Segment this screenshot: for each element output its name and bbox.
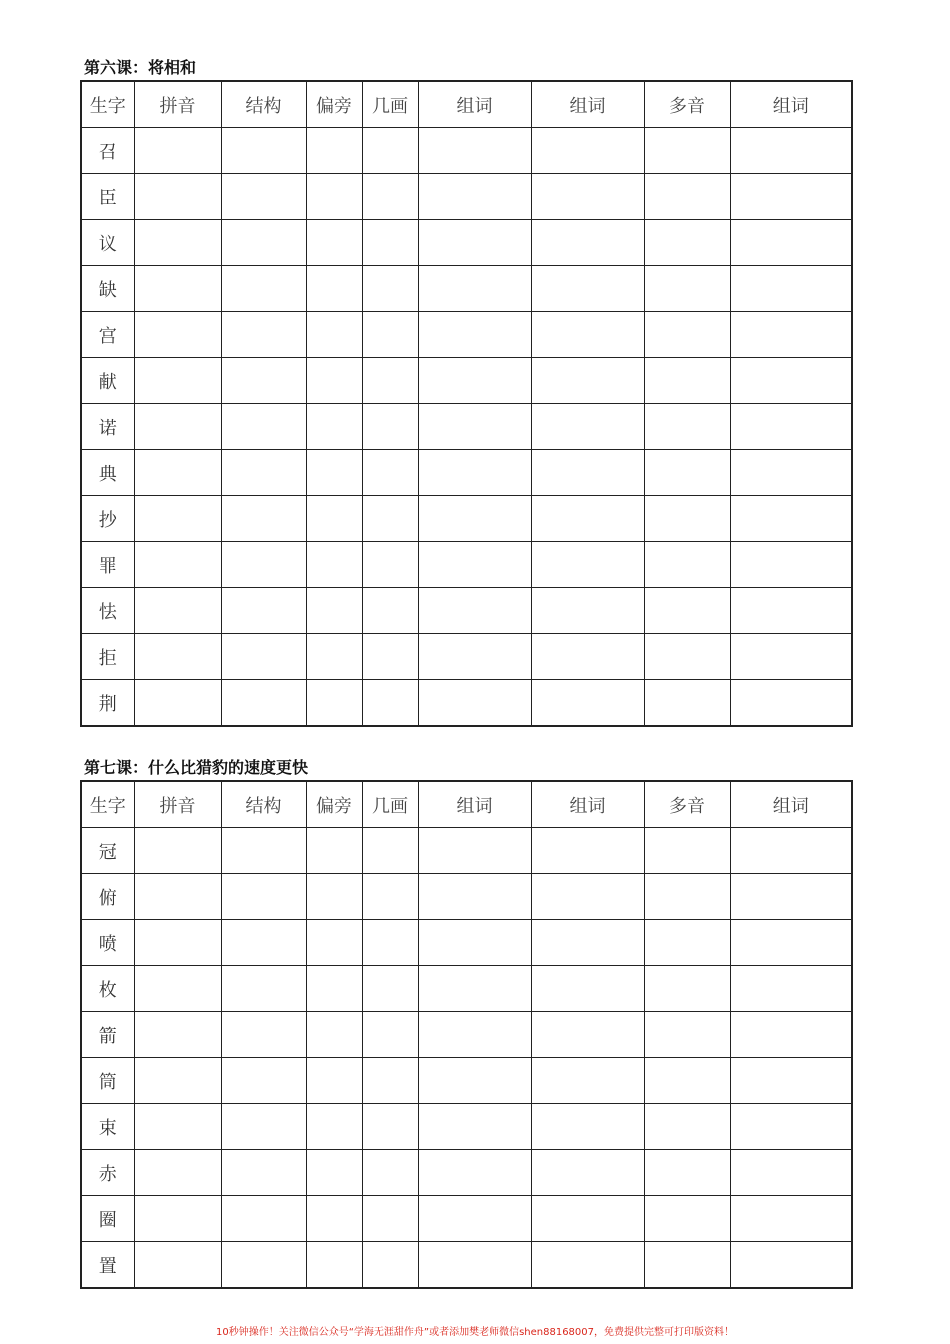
- character-cell: 宫: [81, 312, 134, 358]
- answer-cell[interactable]: [730, 266, 852, 312]
- answer-cell[interactable]: [730, 1150, 852, 1196]
- column-header: 多音: [644, 781, 730, 828]
- answer-cell[interactable]: [644, 358, 730, 404]
- answer-cell[interactable]: [134, 128, 221, 174]
- answer-cell[interactable]: [134, 634, 221, 680]
- table-row: [81, 634, 852, 680]
- answer-cell[interactable]: [730, 588, 852, 634]
- answer-cell[interactable]: [644, 542, 730, 588]
- answer-cell[interactable]: [221, 634, 306, 680]
- answer-cell[interactable]: [362, 588, 418, 634]
- answer-cell[interactable]: [531, 588, 644, 634]
- answer-cell[interactable]: [134, 1196, 221, 1242]
- answer-cell[interactable]: [418, 874, 531, 920]
- answer-cell[interactable]: [418, 542, 531, 588]
- answer-cell[interactable]: [644, 496, 730, 542]
- answer-cell[interactable]: [306, 874, 362, 920]
- answer-cell[interactable]: [221, 358, 306, 404]
- character-cell: 圈: [81, 1196, 134, 1242]
- answer-cell[interactable]: [531, 496, 644, 542]
- answer-cell[interactable]: [644, 966, 730, 1012]
- character-cell: 抄: [81, 496, 134, 542]
- answer-cell[interactable]: [221, 220, 306, 266]
- answer-cell[interactable]: [418, 1012, 531, 1058]
- column-header: 组词: [531, 81, 644, 128]
- answer-cell[interactable]: [644, 634, 730, 680]
- character-cell: 俯: [81, 874, 134, 920]
- column-header: 偏旁: [306, 781, 362, 828]
- answer-cell[interactable]: [134, 680, 221, 727]
- answer-cell[interactable]: [730, 542, 852, 588]
- answer-cell[interactable]: [134, 966, 221, 1012]
- answer-cell[interactable]: [134, 1150, 221, 1196]
- answer-cell[interactable]: [306, 588, 362, 634]
- answer-cell[interactable]: [362, 220, 418, 266]
- answer-cell[interactable]: [644, 404, 730, 450]
- column-header: 结构: [221, 781, 306, 828]
- answer-cell[interactable]: [531, 312, 644, 358]
- answer-cell[interactable]: [644, 128, 730, 174]
- answer-cell[interactable]: [730, 358, 852, 404]
- answer-cell[interactable]: [362, 966, 418, 1012]
- answer-cell[interactable]: [362, 1104, 418, 1150]
- answer-cell[interactable]: [730, 874, 852, 920]
- column-header: 组词: [418, 81, 531, 128]
- answer-cell[interactable]: [362, 312, 418, 358]
- answer-cell[interactable]: [531, 266, 644, 312]
- answer-cell[interactable]: [306, 450, 362, 496]
- character-cell: 议: [81, 220, 134, 266]
- answer-cell[interactable]: [221, 680, 306, 727]
- answer-cell[interactable]: [644, 828, 730, 874]
- answer-cell[interactable]: [644, 588, 730, 634]
- answer-cell[interactable]: [306, 1242, 362, 1289]
- table-row: [81, 920, 852, 966]
- answer-cell[interactable]: [221, 404, 306, 450]
- answer-cell[interactable]: [418, 588, 531, 634]
- answer-cell[interactable]: [418, 404, 531, 450]
- answer-cell[interactable]: [418, 496, 531, 542]
- answer-cell[interactable]: [134, 588, 221, 634]
- character-cell: 荆: [81, 680, 134, 727]
- answer-cell[interactable]: [134, 174, 221, 220]
- answer-cell[interactable]: [134, 220, 221, 266]
- answer-cell[interactable]: [306, 680, 362, 727]
- answer-cell[interactable]: [730, 1104, 852, 1150]
- answer-cell[interactable]: [418, 1242, 531, 1289]
- answer-cell[interactable]: [730, 1058, 852, 1104]
- answer-cell[interactable]: [362, 828, 418, 874]
- answer-cell[interactable]: [306, 966, 362, 1012]
- header-row: [81, 781, 852, 828]
- answer-cell[interactable]: [362, 1150, 418, 1196]
- answer-cell[interactable]: [221, 1150, 306, 1196]
- character-cell: 赤: [81, 1150, 134, 1196]
- table-row: [81, 312, 852, 358]
- answer-cell[interactable]: [134, 1012, 221, 1058]
- table-row: [81, 1196, 852, 1242]
- lesson-6-body: [81, 128, 852, 727]
- answer-cell[interactable]: [221, 1196, 306, 1242]
- answer-cell[interactable]: [531, 450, 644, 496]
- lesson-7-table: [80, 780, 853, 1289]
- answer-cell[interactable]: [531, 1242, 644, 1289]
- character-cell: 典: [81, 450, 134, 496]
- answer-cell[interactable]: [644, 1196, 730, 1242]
- answer-cell[interactable]: [531, 542, 644, 588]
- answer-cell[interactable]: [362, 174, 418, 220]
- answer-cell[interactable]: [730, 1242, 852, 1289]
- answer-cell[interactable]: [730, 312, 852, 358]
- answer-cell[interactable]: [306, 404, 362, 450]
- answer-cell[interactable]: [362, 450, 418, 496]
- answer-cell[interactable]: [362, 266, 418, 312]
- answer-cell[interactable]: [644, 1058, 730, 1104]
- table-row: [81, 450, 852, 496]
- answer-cell[interactable]: [362, 1012, 418, 1058]
- character-cell: 诺: [81, 404, 134, 450]
- answer-cell[interactable]: [531, 1196, 644, 1242]
- answer-cell[interactable]: [644, 220, 730, 266]
- table-row: [81, 358, 852, 404]
- character-cell: 罪: [81, 542, 134, 588]
- character-cell: 筒: [81, 1058, 134, 1104]
- answer-cell[interactable]: [730, 496, 852, 542]
- answer-cell[interactable]: [306, 1150, 362, 1196]
- answer-cell[interactable]: [306, 542, 362, 588]
- answer-cell[interactable]: [134, 450, 221, 496]
- answer-cell[interactable]: [134, 496, 221, 542]
- answer-cell[interactable]: [221, 874, 306, 920]
- answer-cell[interactable]: [134, 404, 221, 450]
- answer-cell[interactable]: [418, 450, 531, 496]
- answer-cell[interactable]: [306, 634, 362, 680]
- table-row: [81, 404, 852, 450]
- character-cell: 喷: [81, 920, 134, 966]
- answer-cell[interactable]: [418, 220, 531, 266]
- answer-cell[interactable]: [418, 828, 531, 874]
- answer-cell[interactable]: [362, 1058, 418, 1104]
- column-header: 多音: [644, 81, 730, 128]
- answer-cell[interactable]: [531, 1058, 644, 1104]
- answer-cell[interactable]: [531, 874, 644, 920]
- answer-cell[interactable]: [306, 920, 362, 966]
- lesson-7-header-row: [81, 781, 852, 828]
- table-row: [81, 542, 852, 588]
- footer-note: 10秒钟操作！关注微信公众号“学海无涯甜作舟”或者添加樊老师微信shen88168007，免费提供完整可打印版资料！: [215, 1327, 735, 1338]
- answer-cell[interactable]: [730, 920, 852, 966]
- answer-cell[interactable]: [306, 1012, 362, 1058]
- column-header: 组词: [730, 81, 852, 128]
- answer-cell[interactable]: [306, 128, 362, 174]
- column-header: 生字: [81, 781, 134, 828]
- answer-cell[interactable]: [644, 1150, 730, 1196]
- table-row: [81, 1242, 852, 1289]
- answer-cell[interactable]: [531, 128, 644, 174]
- answer-cell[interactable]: [644, 874, 730, 920]
- answer-cell[interactable]: [221, 1242, 306, 1289]
- answer-cell[interactable]: [221, 920, 306, 966]
- answer-cell[interactable]: [730, 128, 852, 174]
- answer-cell[interactable]: [306, 312, 362, 358]
- answer-cell[interactable]: [362, 680, 418, 727]
- table-row: [81, 1012, 852, 1058]
- answer-cell[interactable]: [418, 1196, 531, 1242]
- answer-cell[interactable]: [306, 496, 362, 542]
- answer-cell[interactable]: [306, 358, 362, 404]
- answer-cell[interactable]: [418, 128, 531, 174]
- table-row: [81, 220, 852, 266]
- answer-cell[interactable]: [221, 588, 306, 634]
- answer-cell[interactable]: [418, 966, 531, 1012]
- answer-cell[interactable]: [531, 1012, 644, 1058]
- answer-cell[interactable]: [418, 1104, 531, 1150]
- answer-cell[interactable]: [418, 634, 531, 680]
- answer-cell[interactable]: [531, 828, 644, 874]
- answer-cell[interactable]: [306, 1196, 362, 1242]
- answer-cell[interactable]: [531, 680, 644, 727]
- column-header: 生字: [81, 81, 134, 128]
- character-cell: 束: [81, 1104, 134, 1150]
- answer-cell[interactable]: [730, 828, 852, 874]
- answer-cell[interactable]: [362, 920, 418, 966]
- table-row: [81, 966, 852, 1012]
- answer-cell[interactable]: [306, 828, 362, 874]
- answer-cell[interactable]: [134, 1058, 221, 1104]
- answer-cell[interactable]: [730, 1012, 852, 1058]
- answer-cell[interactable]: [134, 312, 221, 358]
- answer-cell[interactable]: [531, 634, 644, 680]
- answer-cell[interactable]: [362, 128, 418, 174]
- answer-cell[interactable]: [730, 966, 852, 1012]
- answer-cell[interactable]: [644, 312, 730, 358]
- character-cell: 怯: [81, 588, 134, 634]
- answer-cell[interactable]: [531, 1104, 644, 1150]
- table-row: [81, 1104, 852, 1150]
- answer-cell[interactable]: [531, 404, 644, 450]
- answer-cell[interactable]: [306, 1058, 362, 1104]
- table-row: [81, 1150, 852, 1196]
- answer-cell[interactable]: [134, 920, 221, 966]
- column-header: 组词: [730, 781, 852, 828]
- character-cell: 箭: [81, 1012, 134, 1058]
- answer-cell[interactable]: [362, 496, 418, 542]
- column-header: 偏旁: [306, 81, 362, 128]
- answer-cell[interactable]: [644, 680, 730, 727]
- answer-cell[interactable]: [134, 1104, 221, 1150]
- lesson-6-header-row: [81, 81, 852, 128]
- table-row: [81, 496, 852, 542]
- answer-cell[interactable]: [306, 266, 362, 312]
- answer-cell[interactable]: [644, 1242, 730, 1289]
- lesson-7-body: [81, 828, 852, 1289]
- column-header: 拼音: [134, 81, 221, 128]
- answer-cell[interactable]: [418, 174, 531, 220]
- answer-cell[interactable]: [134, 266, 221, 312]
- answer-cell[interactable]: [362, 1242, 418, 1289]
- answer-cell[interactable]: [730, 450, 852, 496]
- answer-cell[interactable]: [730, 220, 852, 266]
- answer-cell[interactable]: [362, 874, 418, 920]
- answer-cell[interactable]: [134, 358, 221, 404]
- lesson-7-title: 第七课：什么比猎豹的速度更快: [84, 758, 309, 777]
- answer-cell[interactable]: [221, 128, 306, 174]
- table-row: [81, 174, 852, 220]
- answer-cell[interactable]: [306, 220, 362, 266]
- answer-cell[interactable]: [221, 542, 306, 588]
- table-row: [81, 266, 852, 312]
- answer-cell[interactable]: [221, 312, 306, 358]
- answer-cell[interactable]: [306, 174, 362, 220]
- character-cell: 臣: [81, 174, 134, 220]
- character-cell: 置: [81, 1242, 134, 1289]
- answer-cell[interactable]: [644, 174, 730, 220]
- column-header: 几画: [362, 781, 418, 828]
- character-cell: 冠: [81, 828, 134, 874]
- answer-cell[interactable]: [730, 634, 852, 680]
- table-row: [81, 1058, 852, 1104]
- lesson-6-title: 第六课：将相和: [84, 58, 197, 77]
- answer-cell[interactable]: [531, 920, 644, 966]
- character-cell: 召: [81, 128, 134, 174]
- answer-cell[interactable]: [221, 450, 306, 496]
- column-header: 组词: [418, 781, 531, 828]
- column-header: 组词: [531, 781, 644, 828]
- answer-cell[interactable]: [531, 174, 644, 220]
- answer-cell[interactable]: [134, 1242, 221, 1289]
- answer-cell[interactable]: [730, 404, 852, 450]
- column-header: 结构: [221, 81, 306, 128]
- answer-cell[interactable]: [221, 1058, 306, 1104]
- answer-cell[interactable]: [221, 174, 306, 220]
- answer-cell[interactable]: [418, 358, 531, 404]
- header-row: [81, 81, 852, 128]
- table-row: [81, 874, 852, 920]
- answer-cell[interactable]: [221, 266, 306, 312]
- table-row: [81, 828, 852, 874]
- answer-cell[interactable]: [730, 680, 852, 727]
- table-row: [81, 588, 852, 634]
- answer-cell[interactable]: [362, 404, 418, 450]
- answer-cell[interactable]: [644, 266, 730, 312]
- answer-cell[interactable]: [221, 828, 306, 874]
- answer-cell[interactable]: [418, 1150, 531, 1196]
- table-row: [81, 680, 852, 727]
- answer-cell[interactable]: [531, 966, 644, 1012]
- column-header: 几画: [362, 81, 418, 128]
- lesson-6-table: [80, 80, 853, 727]
- character-cell: 枚: [81, 966, 134, 1012]
- answer-cell[interactable]: [418, 1058, 531, 1104]
- answer-cell[interactable]: [134, 828, 221, 874]
- character-cell: 拒: [81, 634, 134, 680]
- column-header: 拼音: [134, 781, 221, 828]
- answer-cell[interactable]: [730, 1196, 852, 1242]
- answer-cell[interactable]: [644, 450, 730, 496]
- answer-cell[interactable]: [362, 542, 418, 588]
- answer-cell[interactable]: [730, 174, 852, 220]
- answer-cell[interactable]: [221, 1012, 306, 1058]
- answer-cell[interactable]: [362, 1196, 418, 1242]
- answer-cell[interactable]: [644, 920, 730, 966]
- answer-cell[interactable]: [418, 680, 531, 727]
- answer-cell[interactable]: [221, 1104, 306, 1150]
- answer-cell[interactable]: [418, 266, 531, 312]
- answer-cell[interactable]: [531, 358, 644, 404]
- answer-cell[interactable]: [531, 220, 644, 266]
- table-row: [81, 128, 852, 174]
- answer-cell[interactable]: [221, 966, 306, 1012]
- answer-cell[interactable]: [221, 496, 306, 542]
- character-cell: 献: [81, 358, 134, 404]
- answer-cell[interactable]: [362, 634, 418, 680]
- answer-cell[interactable]: [531, 1150, 644, 1196]
- character-cell: 缺: [81, 266, 134, 312]
- answer-cell[interactable]: [362, 358, 418, 404]
- answer-cell[interactable]: [418, 312, 531, 358]
- answer-cell[interactable]: [306, 1104, 362, 1150]
- answer-cell[interactable]: [644, 1012, 730, 1058]
- answer-cell[interactable]: [134, 542, 221, 588]
- answer-cell[interactable]: [644, 1104, 730, 1150]
- answer-cell[interactable]: [134, 874, 221, 920]
- answer-cell[interactable]: [418, 920, 531, 966]
